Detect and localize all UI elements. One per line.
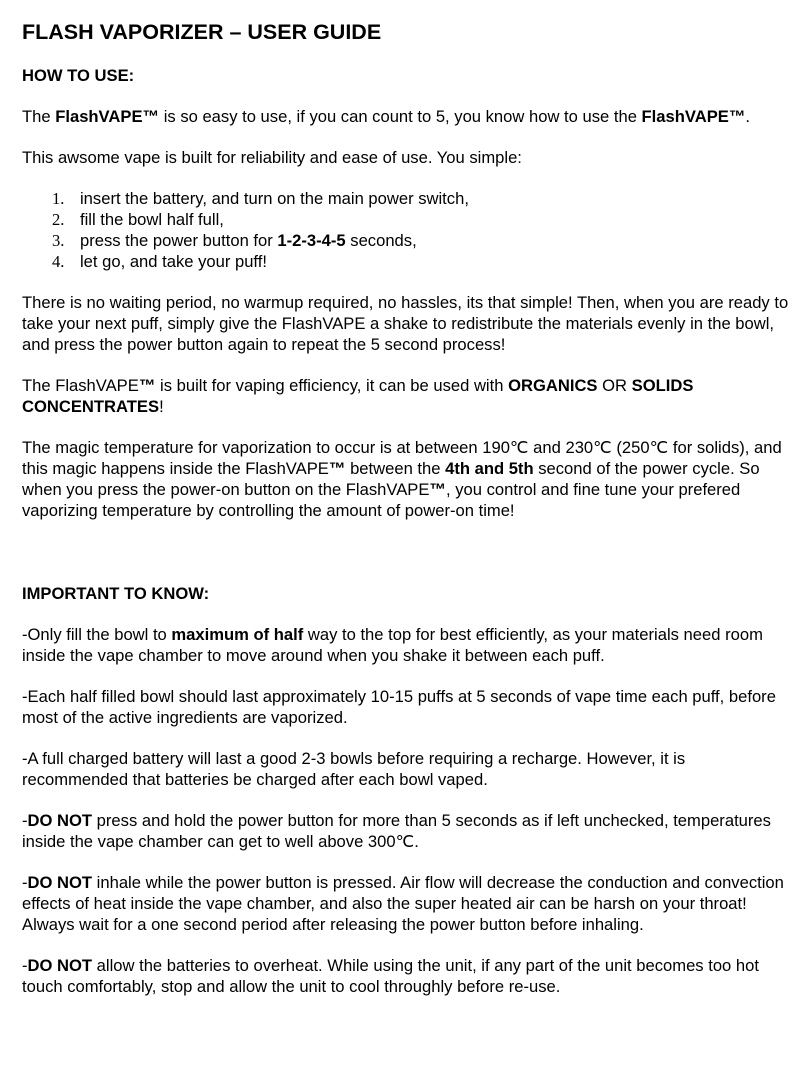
how-to-use-heading: HOW TO USE: bbox=[22, 66, 135, 85]
magic-temperature-paragraph: The magic temperature for vaporization to occur is at between 190℃ and 230℃ (250℃ for solids), and this magic happens inside the FlashVAPE™ between the 4th and 5th second of the power cycle. So when you press the power-on button on the FlashVAPE™, you control and fine tune your prefered vaporizing temperature by controlling the amount of power-on time! bbox=[22, 438, 782, 520]
no-waiting-paragraph: There is no waiting period, no warmup required, no hassles, its that simple! Then, when you are ready to take your next puff, simply give the FlashVAPE a shake to redistribute the materials evenly in the bowl, and press the power button again to repeat the 5 second process! bbox=[22, 293, 789, 354]
warning-paragraph: -DO NOT allow the batteries to overheat. While using the unit, if any part of the unit becomes too hot touch comfortably, stop and allow the unit to cool throughly before re-use. bbox=[22, 956, 759, 996]
intro-paragraph: The FlashVAPE™ is so easy to use, if you can count to 5, you know how to use the FlashVAPE™. bbox=[22, 107, 751, 126]
document-title: FLASH VAPORIZER – USER GUIDE bbox=[22, 20, 382, 44]
warning-paragraph: -DO NOT press and hold the power button for more than 5 seconds as if left unchecked, temperatures inside the vape chamber can get to well above 300℃. bbox=[22, 811, 771, 851]
battery-paragraph: -A full charged battery will last a good 2-3 bowls before requiring a recharge. However, it is recommended that batteries be charged after each bowl vaped. bbox=[22, 749, 686, 789]
important-heading: IMPORTANT TO KNOW: bbox=[22, 584, 210, 603]
list-item: 1. insert the battery, and turn on the main power switch, bbox=[52, 189, 469, 208]
simple-paragraph: This awsome vape is built for reliability and ease of use. You simple: bbox=[22, 148, 522, 167]
efficiency-paragraph: The FlashVAPE™ is built for vaping efficiency, it can be used with ORGANICS OR SOLIDS CONCENTRATES! bbox=[22, 376, 694, 416]
list-item: 3. press the power button for 1-2-3-4-5 seconds, bbox=[52, 231, 417, 250]
fill-paragraph: -Only fill the bowl to maximum of half way to the top for best efficiently, as your materials need room inside the vape chamber to move around when you shake it between each puff. bbox=[22, 625, 763, 665]
steps-list bbox=[22, 188, 794, 272]
list-item: 2. fill the bowl half full, bbox=[52, 210, 224, 229]
warning-paragraph: -DO NOT inhale while the power button is pressed. Air flow will decrease the conduction and convection effects of heat inside the vape chamber, and also the super heated air can be harsh on your throat! Always wait for a one second period after releasing the power button before inhaling. bbox=[22, 873, 784, 934]
list-item: 4. let go, and take your puff! bbox=[52, 252, 267, 271]
half-bowl-paragraph: -Each half filled bowl should last approximately 10-15 puffs at 5 seconds of vape time each puff, before most of the active ingredients are vaporized. bbox=[22, 687, 776, 727]
